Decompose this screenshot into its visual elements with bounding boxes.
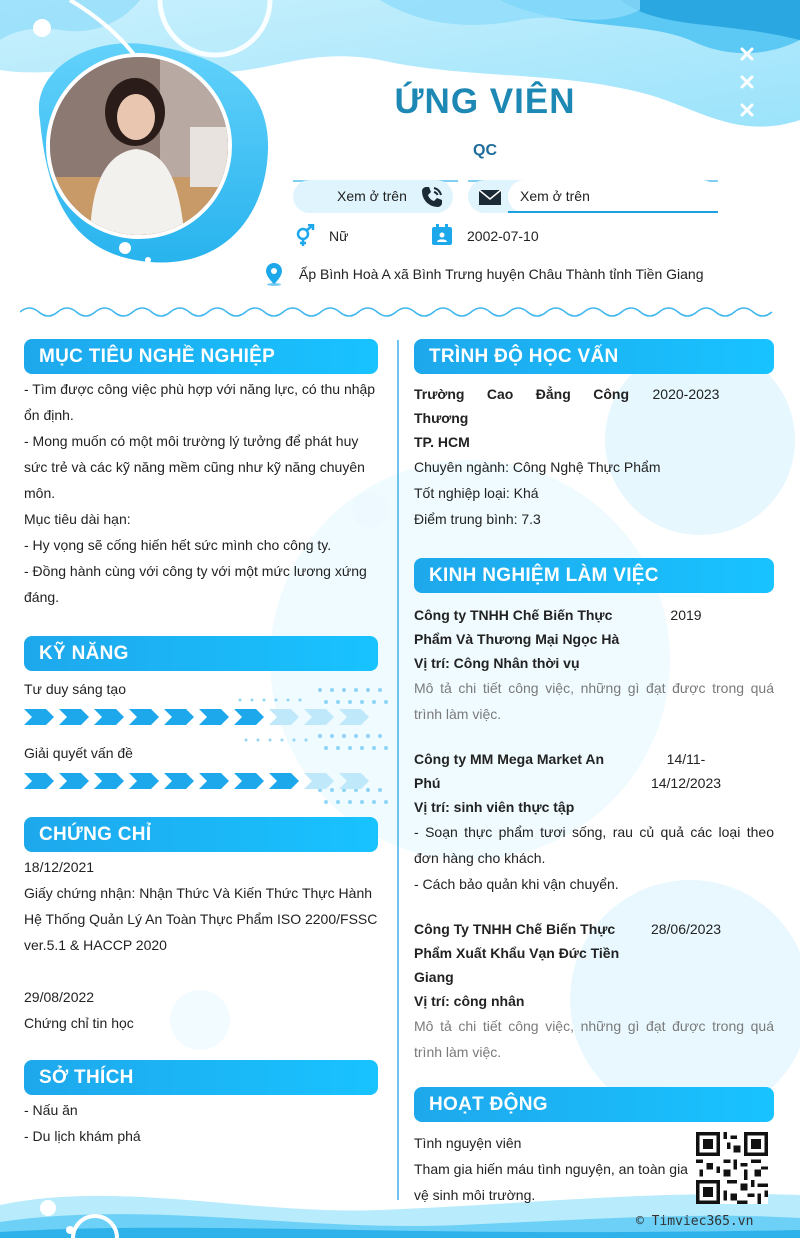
copyright: © Timviec365.vn (636, 1214, 754, 1229)
gender-icon (294, 224, 318, 248)
objective-line: đáng. (24, 589, 60, 605)
objective-line: sức trẻ và các kỹ năng mềm cũng như kỹ năng chuyên (24, 459, 365, 475)
experience-list (414, 603, 774, 1065)
skill-chevron-filled (94, 773, 124, 789)
skill-chevron-empty (339, 709, 369, 725)
gender-row (294, 224, 414, 248)
email-contact (468, 180, 718, 213)
objective-text (24, 376, 378, 610)
certificate-line: Hệ Thống Quản Lý An Toàn Thực Phẩm ISO 2200/FSSC (24, 911, 378, 927)
skill-chevron-filled (59, 773, 89, 789)
skill-chevrons (24, 773, 374, 789)
company-name (414, 917, 629, 989)
experience-description-line: đơn hàng cho khách. (414, 850, 546, 866)
company-name-line: Phẩm Và Thương Mại Ngọc Hà (414, 631, 620, 647)
experience-description-line: - Soạn thực phẩm tươi sống, rau củ quả các loại theo (414, 824, 774, 840)
column-divider (397, 340, 399, 1200)
skill-chevron-filled (129, 709, 159, 725)
hobbies-list (24, 1097, 378, 1149)
school-name (414, 382, 629, 454)
experience-header (414, 747, 774, 795)
address-value: Ấp Bình Hoà A xã Bình Trưng huyện Châu Thành tỉnh Tiền Giang (299, 266, 704, 282)
experience-description-line: Mô tả chi tiết công việc, những gì đạt được trong quá (414, 1018, 774, 1034)
birthday-row (431, 224, 591, 248)
calendar-icon (431, 224, 453, 246)
experience-entry (414, 917, 774, 1065)
experience-period (641, 603, 731, 627)
objective-line: Mục tiêu dài hạn: (24, 511, 131, 527)
skill-chevron-filled (129, 773, 159, 789)
skill-chevron-empty (269, 709, 299, 725)
experience-period-line: 28/06/2023 (650, 921, 722, 937)
experience-position: Vị trí: Công Nhân thời vụ (414, 655, 580, 671)
phone-icon (418, 183, 446, 211)
skill-chevron-empty (304, 773, 334, 789)
certificate-line: Giấy chứng nhận: Nhận Thức Và Kiến Thức Thực Hành (24, 885, 373, 901)
activity-line: Tình nguyện viên (414, 1135, 522, 1151)
experience-description-line: Mô tả chi tiết công việc, những gì đạt được trong quá (414, 680, 774, 696)
experience-description (414, 1013, 774, 1065)
avatar (46, 53, 232, 239)
school-name-line: Trường Cao Đẳng Công Thương (414, 386, 629, 426)
objective-line: - Đồng hành cùng với công ty với một mức lương xứng (24, 563, 367, 579)
experience-description-line: - Cách bảo quản khi vận chuyển. (414, 876, 619, 892)
experience-position: Vị trí: sinh viên thực tập (414, 799, 575, 815)
experience-description (414, 675, 774, 727)
skill-level-bar (24, 709, 374, 725)
skill-chevron-empty (339, 773, 369, 789)
activity-line: vệ sinh môi trường. (414, 1187, 536, 1203)
qr-code-icon (696, 1132, 768, 1204)
certificate-line: ver.5.1 & HACCP 2020 (24, 937, 167, 953)
skill-chevron-filled (24, 709, 54, 725)
certificate-date: 18/12/2021 (24, 859, 95, 875)
certificate-item (24, 854, 378, 958)
certificate-line: Chứng chỉ tin học (24, 1015, 134, 1031)
company-name-line: Phẩm Xuất Khẩu Vạn Đức Tiền (414, 945, 620, 961)
experience-entry (414, 603, 774, 727)
hobby-item: - Nấu ăn (24, 1102, 78, 1118)
skill-chevron-filled (234, 773, 264, 789)
objective-line: ổn định. (24, 407, 74, 423)
experience-description (414, 819, 774, 897)
skill-chevron-filled (234, 709, 264, 725)
phone-value: Xem ở trên (337, 188, 407, 204)
objective-line: - Mong muốn có một môi trường lý tưởng để phát huy (24, 433, 359, 449)
hobby-item: - Du lịch khám phá (24, 1128, 141, 1144)
school-name-line: TP. HCM (414, 434, 470, 450)
skill-chevron-filled (59, 709, 89, 725)
avatar-photo (50, 57, 232, 239)
company-name-line: Công ty MM Mega Market An (414, 751, 605, 767)
activities-title: HOẠT ĐỘNG (414, 1087, 774, 1122)
activity-line: Tham gia hiến máu tình nguyện, an toàn gia (414, 1161, 688, 1177)
skill-chevron-filled (199, 773, 229, 789)
company-name-line: Công Ty TNHH Chế Biến Thực (414, 921, 616, 937)
hobbies-title: SỞ THÍCH (24, 1060, 378, 1095)
objective-title: MỤC TIÊU NGHỀ NGHIỆP (24, 339, 378, 374)
objective-line: - Tìm được công việc phù hợp với năng lực, có thu nhập (24, 381, 376, 397)
company-name (414, 747, 629, 795)
company-name-line: Giang (414, 969, 454, 985)
experience-description-line: trình làm việc. (414, 706, 502, 722)
skill-chevron-empty (304, 709, 334, 725)
education-entry (414, 382, 774, 454)
education-major: Chuyên ngành: Công Nghệ Thực Phẩm (414, 459, 661, 475)
experience-period-line: 14/11- (666, 751, 706, 767)
left-column (24, 339, 378, 1149)
skill-chevron-filled (164, 773, 194, 789)
right-column (414, 339, 774, 1208)
skill-chevron-filled (94, 709, 124, 725)
location-icon (263, 262, 285, 286)
experience-period-line: 14/12/2023 (650, 775, 722, 791)
address-row (263, 262, 743, 286)
gender-value: Nữ (329, 228, 349, 244)
experience-position: Vị trí: công nhân (414, 993, 525, 1009)
experience-description-line: trình làm việc. (414, 1044, 502, 1060)
avatar-frame (38, 45, 248, 255)
wave-separator (20, 302, 775, 322)
skills-title: KỸ NĂNG (24, 636, 378, 671)
skill-name: Giải quyết vấn đề (24, 745, 133, 761)
skill-level-bar (24, 773, 374, 789)
experience-entry (414, 747, 774, 897)
experience-period-line: 2019 (670, 607, 702, 623)
education-period: 2020-2023 (652, 386, 720, 402)
experience-period (641, 917, 731, 941)
education-grade: Tốt nghiệp loại: Khá (414, 485, 539, 501)
certificate-date: 29/08/2022 (24, 989, 95, 1005)
birthday-value: 2002-07-10 (467, 228, 539, 244)
mail-icon (476, 183, 504, 211)
certificates-title: CHỨNG CHỈ (24, 817, 378, 852)
company-name (414, 603, 629, 651)
phone-contact (293, 180, 458, 213)
skill-name: Tư duy sáng tạo (24, 681, 126, 697)
certificate-item (24, 984, 378, 1036)
education-title: TRÌNH ĐỘ HỌC VẤN (414, 339, 774, 374)
skill-chevron-filled (164, 709, 194, 725)
experience-header (414, 917, 774, 989)
company-name-line: Công ty TNHH Chế Biến Thực (414, 607, 613, 623)
job-title: QC (473, 142, 497, 159)
objective-line: - Hy vọng sẽ cống hiến hết sức mình cho công ty. (24, 537, 332, 553)
experience-header (414, 603, 774, 651)
skill-chevron-filled (269, 773, 299, 789)
experience-period (641, 747, 731, 795)
education-details (414, 454, 774, 532)
skill-chevron-filled (24, 773, 54, 789)
education-gpa: Điểm trung bình: 7.3 (414, 511, 541, 527)
experience-title: KINH NGHIỆM LÀM VIỆC (414, 558, 774, 593)
email-value: Xem ở trên (520, 188, 590, 204)
skill-chevrons (24, 709, 374, 725)
company-name-line: Phú (414, 775, 441, 791)
candidate-name: ỨNG VIÊN (394, 82, 576, 121)
objective-line: môn. (24, 485, 56, 501)
skill-chevron-filled (199, 709, 229, 725)
